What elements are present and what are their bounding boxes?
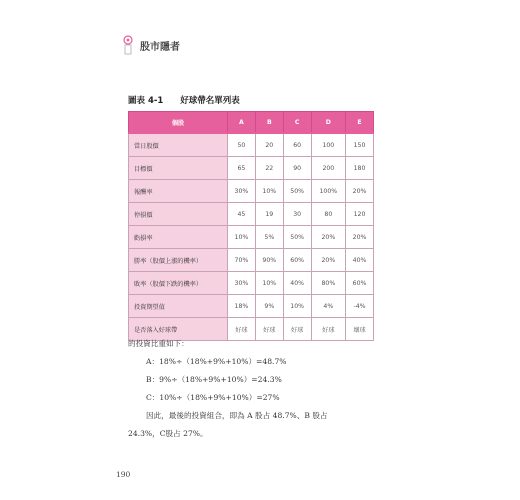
table-cell: 20% xyxy=(346,180,374,203)
table-cell: 40% xyxy=(283,272,311,295)
table-cell: 19 xyxy=(255,203,283,226)
row-label: 投資期望值 xyxy=(129,295,228,318)
table-cell: 20% xyxy=(311,249,345,272)
stock-table xyxy=(128,111,374,341)
table-cell: 10% xyxy=(283,295,311,318)
column-header-a: A xyxy=(228,112,256,134)
table-cell: 100 xyxy=(311,133,345,157)
table-cell: 80% xyxy=(311,272,345,295)
table-cell: 120 xyxy=(346,203,374,226)
table-cell: 45 xyxy=(228,203,256,226)
running-header xyxy=(120,34,180,56)
table-cell: 4% xyxy=(311,295,345,318)
table-cell: 180 xyxy=(346,157,374,180)
table-row xyxy=(129,157,374,180)
table-cell: 5% xyxy=(255,226,283,249)
table-cell: 50% xyxy=(283,226,311,249)
table-cell: 18% xyxy=(228,295,256,318)
table-row xyxy=(129,249,374,272)
table-cell: 50 xyxy=(228,133,256,157)
column-header-c: C xyxy=(283,112,311,134)
table-cell: 30% xyxy=(228,180,256,203)
table-cell: 60% xyxy=(283,249,311,272)
row-label: 勝率（股價上漲的機率） xyxy=(129,249,228,272)
table-row xyxy=(129,180,374,203)
table-cell: 30% xyxy=(228,272,256,295)
table-cell: 80 xyxy=(311,203,345,226)
book-title: 股市隱者 xyxy=(140,41,180,53)
table-cell: -4% xyxy=(346,295,374,318)
table-cell: 50% xyxy=(283,180,311,203)
table-cell: 60 xyxy=(283,133,311,157)
row-label: 敗率（股價下跌的機率） xyxy=(129,272,228,295)
table-cell: 22 xyxy=(255,157,283,180)
conclusion-line-2: 24.3%，C股占 27%。 xyxy=(128,429,208,438)
table-row xyxy=(129,226,374,249)
table-cell: 壞球 xyxy=(346,318,374,341)
table-cell: 好球 xyxy=(283,318,311,341)
table-cell: 10% xyxy=(255,180,283,203)
calc-line-c: C：10%÷（18%+9%+10%）=27% xyxy=(146,393,280,402)
table-cell: 10% xyxy=(228,226,256,249)
table-cell: 40% xyxy=(346,249,374,272)
logo-icon xyxy=(120,34,136,56)
table-cell: 60% xyxy=(346,272,374,295)
row-label: 當日股價 xyxy=(129,133,228,157)
row-label: 目標價 xyxy=(129,157,228,180)
table-row xyxy=(129,272,374,295)
table-cell: 好球 xyxy=(228,318,256,341)
calc-line-a: A：18%÷（18%+9%+10%）=48.7% xyxy=(146,357,287,366)
row-label: 報酬率 xyxy=(129,180,228,203)
row-label: 是否落入好球帶 xyxy=(129,318,228,341)
table-cell: 10% xyxy=(255,272,283,295)
figure-title: 好球帶名單列表 xyxy=(180,96,240,106)
table-cell: 20 xyxy=(255,133,283,157)
table-cell: 好球 xyxy=(255,318,283,341)
calc-line-b: B：9%÷（18%+9%+10%）=24.3% xyxy=(146,375,282,384)
table-cell: 20% xyxy=(346,226,374,249)
table-cell: 200 xyxy=(311,157,345,180)
table-cell: 65 xyxy=(228,157,256,180)
table-row xyxy=(129,133,374,157)
table-cell: 20% xyxy=(311,226,345,249)
column-header-b: B xyxy=(255,112,283,134)
table-cell: 70% xyxy=(228,249,256,272)
table-row xyxy=(129,295,374,318)
table-cell: 9% xyxy=(255,295,283,318)
column-header-e: E xyxy=(346,112,374,134)
table-cell: 150 xyxy=(346,133,374,157)
figure-caption xyxy=(128,94,240,106)
row-label: 虧損率 xyxy=(129,226,228,249)
figure-number: 圖表 4-1 xyxy=(128,96,164,106)
table-cell: 90 xyxy=(283,157,311,180)
table-cell: 100% xyxy=(311,180,345,203)
conclusion-line-1: 因此，最後的投資組合，即為 A 股占 48.7%、B 股占 xyxy=(146,411,328,420)
column-header-stock: 個股 xyxy=(129,112,228,134)
table-cell: 30 xyxy=(283,203,311,226)
row-label: 停損價 xyxy=(129,203,228,226)
page-number: 190 xyxy=(116,470,131,479)
table-row xyxy=(129,203,374,226)
table-cell: 好球 xyxy=(311,318,345,341)
intro-text: 的投資比重如下： xyxy=(128,339,189,348)
table-cell: 90% xyxy=(255,249,283,272)
column-header-d: D xyxy=(311,112,345,134)
